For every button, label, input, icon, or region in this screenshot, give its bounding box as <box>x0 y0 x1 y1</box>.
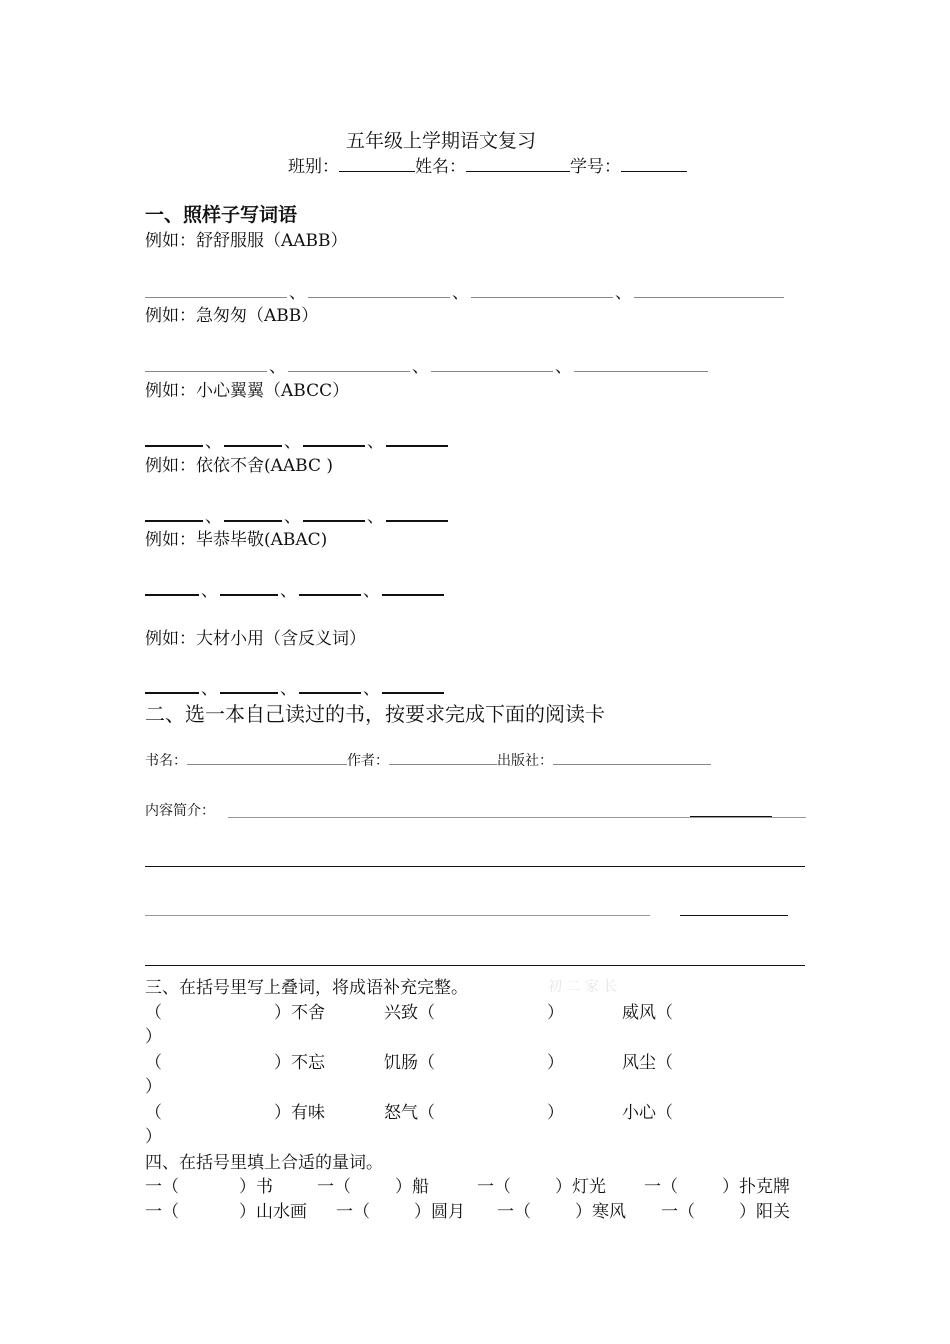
idiom-row-2-close: ） <box>145 1077 162 1097</box>
summary-writing-line[interactable] <box>145 866 805 867</box>
section3-heading: 三、在括号里写上叠词，将成语补充完整。 <box>145 978 468 998</box>
measure-word-item: 一（ ）圆月 <box>336 1202 465 1222</box>
example-aabc: 例如：依依不舍(AABC ) <box>145 456 334 476</box>
summary-field-line[interactable] <box>228 817 806 818</box>
answer-line-aabc: 、 、 、 <box>145 502 448 527</box>
section1-heading: 一、照样子写词语 <box>145 204 298 226</box>
summary-writing-line[interactable] <box>145 915 650 916</box>
answer-blank[interactable] <box>224 428 282 447</box>
book-field[interactable] <box>187 750 347 765</box>
class-label: 班别： <box>288 157 339 177</box>
example-aabb: 例如：舒舒服服（AABB） <box>145 231 348 251</box>
summary-writing-line[interactable] <box>145 965 805 966</box>
publisher-field[interactable] <box>553 750 711 765</box>
faint-watermark-text: 初 二 家 长 <box>548 979 618 995</box>
section4-heading: 四、在括号里填上合适的量词。 <box>145 1153 383 1173</box>
answer-blank[interactable] <box>303 428 365 447</box>
idiom-row-3-close: ） <box>145 1127 162 1147</box>
summary-writing-line[interactable] <box>680 915 788 916</box>
idiom-row-2: （ ）不忘 <box>145 1053 325 1073</box>
example-abb: 例如：急匆匆（ABB） <box>145 306 319 326</box>
example-abac: 例如：毕恭毕敬(ABAC) <box>145 530 328 550</box>
summary-line <box>145 800 215 820</box>
answer-blank[interactable] <box>224 503 282 522</box>
answer-blank[interactable] <box>308 280 450 298</box>
answer-blank[interactable] <box>145 280 287 298</box>
summary-field-overline <box>690 816 772 817</box>
answer-blank[interactable] <box>145 503 203 522</box>
page-title: 五年级上学期语文复习 <box>346 130 537 152</box>
answer-line-aabb: 、 、 、 <box>145 278 784 303</box>
answer-blank[interactable] <box>574 354 708 372</box>
answer-blank[interactable] <box>220 675 278 694</box>
answer-blank[interactable] <box>471 280 613 298</box>
answer-blank[interactable] <box>299 577 361 596</box>
answer-line-antonym: 、 、 、 <box>145 674 444 699</box>
idiom-row-1-close: ） <box>145 1027 162 1047</box>
answer-blank[interactable] <box>303 503 365 522</box>
book-label: 书名： <box>145 753 187 769</box>
measure-word-item: 一（ ）寒风 <box>497 1202 626 1222</box>
idiom-row-1: （ ）不舍 <box>145 1003 325 1023</box>
author-field[interactable] <box>389 750 497 765</box>
section2-heading: 二、选一本自己读过的书，按要求完成下面的阅读卡 <box>145 702 605 726</box>
measure-word-item: 一（ ）阳关 <box>661 1202 790 1222</box>
class-field[interactable] <box>339 154 415 172</box>
measure-word-item: 一（ ）灯光 <box>477 1177 606 1197</box>
answer-blank[interactable] <box>634 280 784 298</box>
answer-blank[interactable] <box>382 577 444 596</box>
example-abcc: 例如：小心翼翼（ABCC） <box>145 381 350 401</box>
answer-blank[interactable] <box>386 503 448 522</box>
idiom-row-1-c: 威风（ <box>622 1003 673 1023</box>
answer-blank[interactable] <box>145 577 199 596</box>
name-label: 姓名： <box>415 157 466 177</box>
name-field[interactable] <box>466 154 570 172</box>
example-antonym: 例如：大材小用（含反义词） <box>145 629 366 649</box>
number-field[interactable] <box>621 154 687 172</box>
answer-blank[interactable] <box>386 428 448 447</box>
answer-blank[interactable] <box>288 354 410 372</box>
answer-blank[interactable] <box>145 675 199 694</box>
summary-label: 内容简介： <box>145 803 215 819</box>
measure-word-item: 一（ ）扑克牌 <box>644 1177 790 1197</box>
answer-blank[interactable] <box>299 675 361 694</box>
answer-blank[interactable] <box>382 675 444 694</box>
publisher-label: 出版社： <box>497 753 553 769</box>
reading-card-book-line <box>145 750 711 770</box>
idiom-row-2-c: 风尘（ <box>622 1053 673 1073</box>
measure-word-item: 一（ ）山水画 <box>145 1202 307 1222</box>
answer-line-abac: 、 、 、 <box>145 576 444 601</box>
student-info-line <box>288 152 687 177</box>
idiom-row-1-b: 兴致（ ） <box>384 1003 564 1023</box>
measure-word-item: 一（ ）书 <box>145 1177 273 1197</box>
answer-line-abcc: 、 、 、 <box>145 427 448 452</box>
measure-word-item: 一（ ）船 <box>317 1177 429 1197</box>
idiom-row-3: （ ）有味 <box>145 1103 325 1123</box>
answer-blank[interactable] <box>145 354 267 372</box>
number-label: 学号： <box>570 157 621 177</box>
answer-blank[interactable] <box>145 428 203 447</box>
answer-blank[interactable] <box>431 354 553 372</box>
idiom-row-3-b: 怒气（ ） <box>384 1103 564 1123</box>
answer-blank[interactable] <box>220 577 278 596</box>
author-label: 作者： <box>347 753 389 769</box>
idiom-row-2-b: 饥肠（ ） <box>384 1053 564 1073</box>
answer-line-abb: 、 、 、 <box>145 352 708 377</box>
idiom-row-3-c: 小心（ <box>622 1103 673 1123</box>
